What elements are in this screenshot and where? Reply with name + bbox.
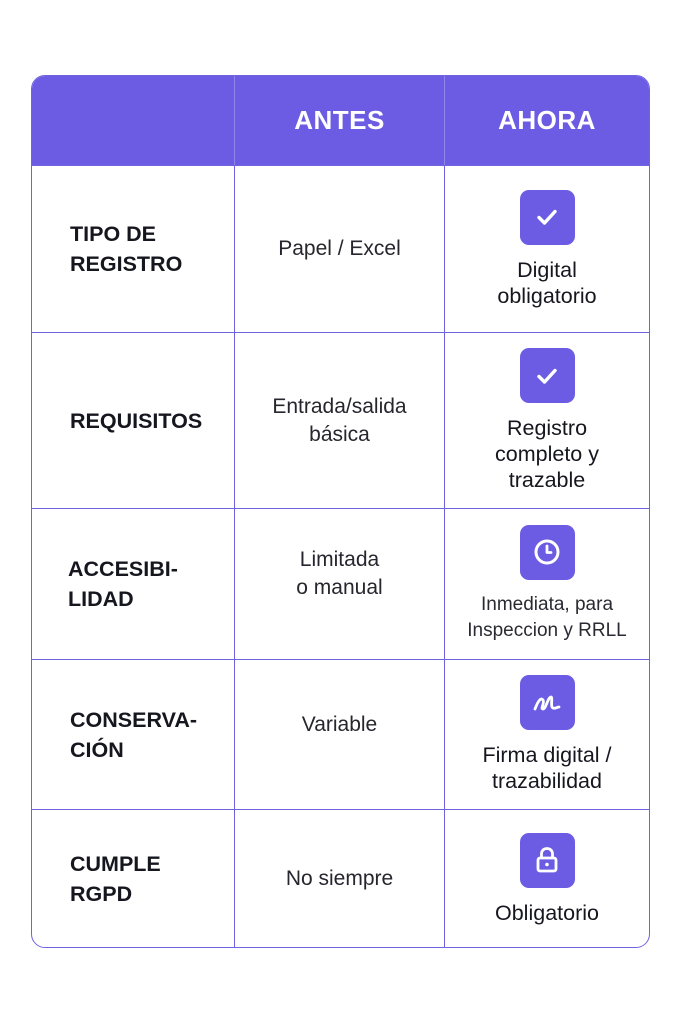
- now-cell: [445, 333, 649, 508]
- check-icon: [520, 190, 575, 245]
- before-value: Variable: [301, 712, 378, 736]
- row-label-cell: [32, 333, 235, 508]
- now-value: Firma digital / trazabilidad: [482, 743, 612, 793]
- now-value: Digital obligatorio: [497, 257, 597, 308]
- header-before-cell: [235, 76, 445, 165]
- before-value: Limitada o manual: [296, 548, 383, 599]
- before-value: Entrada/salida básica: [272, 394, 407, 446]
- now-value: Obligatorio: [495, 900, 599, 925]
- table-header-row: [32, 76, 649, 165]
- row-label-cell: [32, 660, 235, 809]
- before-cell: [235, 333, 445, 508]
- table-row: [32, 165, 649, 332]
- before-value: Papel / Excel: [278, 237, 401, 260]
- check-icon: [520, 348, 575, 403]
- table-row: [32, 332, 649, 508]
- before-value: No siempre: [285, 867, 394, 890]
- row-label-cell: [32, 509, 235, 659]
- before-cell: [235, 660, 445, 809]
- row-label-cell: [32, 166, 235, 332]
- header-now-label: AHORA: [498, 105, 596, 135]
- comparison-table: [31, 75, 650, 948]
- table-row: [32, 659, 649, 809]
- row-label: CONSERVA- CIÓN: [70, 707, 198, 762]
- lock-icon: [520, 833, 575, 888]
- before-cell: [235, 509, 445, 659]
- row-label: REQUISITOS: [70, 408, 203, 433]
- before-cell: [235, 166, 445, 332]
- row-label: TIPO DE REGISTRO: [70, 222, 183, 276]
- row-label: ACCESIBI- LIDAD: [68, 557, 178, 611]
- header-now-cell: [445, 76, 649, 165]
- now-cell: [445, 509, 649, 659]
- table-row: [32, 809, 649, 948]
- signature-icon: [520, 675, 575, 730]
- table-row: [32, 508, 649, 659]
- before-cell: [235, 810, 445, 948]
- now-cell: [445, 166, 649, 332]
- header-before-label: ANTES: [294, 105, 385, 135]
- row-label-cell: [32, 810, 235, 948]
- row-label: CUMPLE RGPD: [70, 852, 161, 906]
- now-value: Registro completo y trazable: [495, 416, 599, 492]
- header-empty-cell: [32, 76, 235, 165]
- now-value: Inmediata, para Inspeccion y RRLL: [467, 593, 627, 641]
- now-cell: [445, 660, 649, 809]
- now-cell: [445, 810, 649, 948]
- clock-icon: [520, 525, 575, 580]
